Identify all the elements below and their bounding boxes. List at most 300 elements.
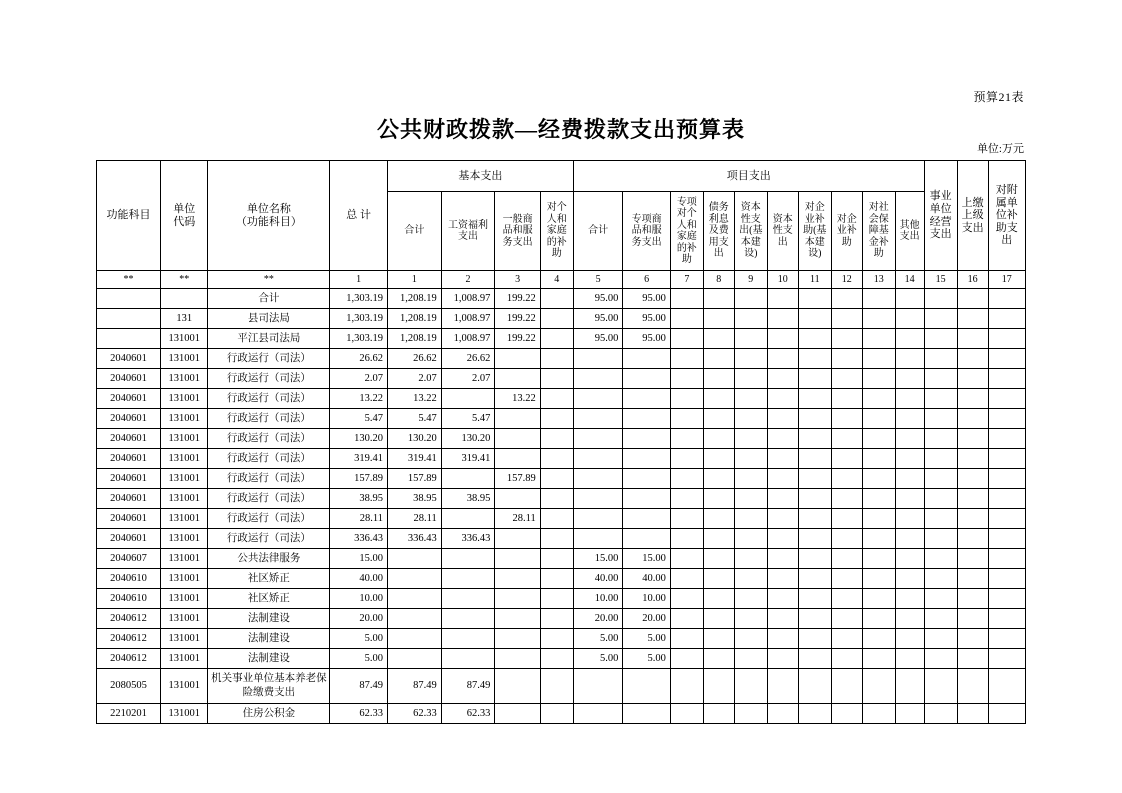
cell-basic_total: 1,208.19 [388, 309, 442, 329]
col-header-proj-ent-infra: 对企 业补 助(基 本建 设) [798, 192, 831, 271]
cell-func-code: 2040612 [97, 609, 161, 629]
cell-proj_ent_infra [798, 369, 831, 389]
cell-unit-code: 131001 [160, 369, 207, 389]
cell-proj_total: 95.00 [573, 329, 623, 349]
cell-proj_capital_infra [734, 449, 767, 469]
cell-proj_ent [831, 309, 862, 329]
cell-proj_capital [767, 589, 798, 609]
cell-proj_ent_infra [798, 589, 831, 609]
cell-basic_goods [495, 429, 540, 449]
table-row [97, 649, 1026, 669]
form-number-label: 预算21表 [973, 90, 1024, 104]
cell-proj_debt [703, 469, 734, 489]
cell-total: 28.11 [330, 509, 388, 529]
cell-basic_goods [495, 449, 540, 469]
cell-basic_goods: 157.89 [495, 469, 540, 489]
cell-unit-code: 131001 [160, 389, 207, 409]
cell-basic_salary: 5.47 [441, 409, 495, 429]
cell-to_upper [957, 629, 988, 649]
cell-proj_ent_infra [798, 704, 831, 724]
cell-total: 13.22 [330, 389, 388, 409]
cell-unit-name: 行政运行（司法） [208, 509, 330, 529]
cell-basic_goods: 199.22 [495, 329, 540, 349]
cell-proj_other [895, 369, 924, 389]
cell-proj_capital [767, 509, 798, 529]
cell-proj_capital_infra [734, 369, 767, 389]
cell-proj_person [670, 389, 703, 409]
cell-unit-code: 131001 [160, 449, 207, 469]
table-row [97, 549, 1026, 569]
col-header-basic-total: 合计 [388, 192, 442, 271]
cell-proj_capital_infra [734, 389, 767, 409]
colnum-0: ** [97, 271, 161, 289]
cell-basic_salary: 336.43 [441, 529, 495, 549]
cell-to_upper [957, 289, 988, 309]
cell-proj_other [895, 469, 924, 489]
cell-proj_goods: 10.00 [623, 589, 670, 609]
cell-unit-name: 行政运行（司法） [208, 389, 330, 409]
cell-proj_total [573, 409, 623, 429]
col-header-proj-person: 专项 对个 人和 家庭 的补 助 [670, 192, 703, 271]
cell-basic_goods [495, 489, 540, 509]
cell-proj_capital [767, 629, 798, 649]
cell-proj_social [862, 389, 895, 409]
cell-proj_total [573, 389, 623, 409]
col-header-proj-total: 合计 [573, 192, 623, 271]
cell-basic_person [540, 669, 573, 704]
cell-to_upper [957, 509, 988, 529]
cell-proj_total: 95.00 [573, 289, 623, 309]
cell-proj_total: 20.00 [573, 609, 623, 629]
cell-proj_other [895, 389, 924, 409]
cell-basic_total [388, 549, 442, 569]
cell-proj_goods: 5.00 [623, 629, 670, 649]
cell-proj_debt [703, 669, 734, 704]
cell-func-code: 2040601 [97, 529, 161, 549]
cell-unit-name: 机关事业单位基本养老保险缴费支出 [208, 669, 330, 704]
table-row [97, 349, 1026, 369]
cell-proj_person [670, 529, 703, 549]
cell-func-code: 2040601 [97, 509, 161, 529]
cell-basic_total: 87.49 [388, 669, 442, 704]
cell-basic_person [540, 529, 573, 549]
cell-to_upper [957, 469, 988, 489]
cell-unit-code: 131001 [160, 469, 207, 489]
cell-proj_capital_infra [734, 669, 767, 704]
cell-func-code: 2040610 [97, 589, 161, 609]
cell-proj_other [895, 289, 924, 309]
cell-proj_person [670, 409, 703, 429]
cell-proj_person [670, 329, 703, 349]
cell-basic_total: 1,208.19 [388, 289, 442, 309]
colnum-14: 11 [798, 271, 831, 289]
cell-basic_salary [441, 649, 495, 669]
cell-biz_unit [924, 349, 957, 369]
cell-unit-code: 131001 [160, 549, 207, 569]
cell-biz_unit [924, 329, 957, 349]
cell-proj_goods [623, 704, 670, 724]
cell-biz_unit [924, 449, 957, 469]
cell-proj_goods: 15.00 [623, 549, 670, 569]
cell-unit-name: 行政运行（司法） [208, 349, 330, 369]
table-row [97, 489, 1026, 509]
cell-to_upper [957, 589, 988, 609]
cell-proj_capital_infra [734, 649, 767, 669]
cell-total: 2.07 [330, 369, 388, 389]
cell-proj_goods [623, 529, 670, 549]
cell-to_sub [988, 704, 1025, 724]
cell-proj_other [895, 349, 924, 369]
cell-proj_debt [703, 329, 734, 349]
cell-unit-code: 131001 [160, 569, 207, 589]
colnum-2: ** [208, 271, 330, 289]
colnum-5: 2 [441, 271, 495, 289]
cell-proj_person [670, 589, 703, 609]
cell-basic_total: 13.22 [388, 389, 442, 409]
cell-to_sub [988, 569, 1025, 589]
cell-proj_debt [703, 649, 734, 669]
cell-proj_other [895, 704, 924, 724]
cell-proj_person [670, 289, 703, 309]
cell-biz_unit [924, 429, 957, 449]
cell-basic_person [540, 369, 573, 389]
cell-proj_social [862, 549, 895, 569]
colnum-13: 10 [767, 271, 798, 289]
cell-proj_debt [703, 289, 734, 309]
cell-unit-code: 131001 [160, 329, 207, 349]
cell-proj_ent [831, 569, 862, 589]
colnum-15: 12 [831, 271, 862, 289]
cell-func-code: 2040610 [97, 569, 161, 589]
cell-proj_social [862, 329, 895, 349]
cell-unit-code: 131001 [160, 409, 207, 429]
cell-proj_debt [703, 549, 734, 569]
currency-unit-label: 单位:万元 [976, 143, 1024, 155]
cell-to_upper [957, 609, 988, 629]
cell-basic_person [540, 469, 573, 489]
colnum-17: 14 [895, 271, 924, 289]
cell-proj_capital_infra [734, 329, 767, 349]
cell-proj_ent_infra [798, 529, 831, 549]
cell-total: 336.43 [330, 529, 388, 549]
col-header-proj-other: 其他 支出 [895, 192, 924, 271]
cell-proj_capital [767, 409, 798, 429]
cell-proj_total [573, 429, 623, 449]
cell-biz_unit [924, 569, 957, 589]
cell-unit-name: 行政运行（司法） [208, 369, 330, 389]
cell-to_upper [957, 389, 988, 409]
cell-proj_ent [831, 349, 862, 369]
cell-proj_goods [623, 409, 670, 429]
cell-proj_ent_infra [798, 509, 831, 529]
cell-proj_ent_infra [798, 569, 831, 589]
colnum-4: 1 [388, 271, 442, 289]
cell-to_upper [957, 429, 988, 449]
cell-proj_goods [623, 349, 670, 369]
cell-proj_capital_infra [734, 289, 767, 309]
cell-proj_capital [767, 569, 798, 589]
cell-unit-code: 131001 [160, 669, 207, 704]
cell-unit-name: 法制建设 [208, 609, 330, 629]
cell-total: 1,303.19 [330, 289, 388, 309]
cell-proj_person [670, 649, 703, 669]
cell-unit-name: 法制建设 [208, 629, 330, 649]
cell-func-code: 2040601 [97, 449, 161, 469]
table-row [97, 389, 1026, 409]
cell-proj_capital [767, 329, 798, 349]
cell-proj_goods: 95.00 [623, 309, 670, 329]
cell-unit-name: 行政运行（司法） [208, 449, 330, 469]
page-title: 公共财政拨款—经费拨款支出预算表 [376, 117, 745, 142]
cell-proj_debt [703, 389, 734, 409]
cell-proj_other [895, 449, 924, 469]
table-row [97, 669, 1026, 704]
cell-proj_capital_infra [734, 309, 767, 329]
colnum-8: 5 [573, 271, 623, 289]
cell-basic_person [540, 569, 573, 589]
cell-basic_salary: 62.33 [441, 704, 495, 724]
cell-proj_social [862, 449, 895, 469]
cell-basic_salary: 2.07 [441, 369, 495, 389]
cell-proj_capital_infra [734, 529, 767, 549]
colnum-19: 16 [957, 271, 988, 289]
cell-basic_total: 28.11 [388, 509, 442, 529]
cell-proj_debt [703, 429, 734, 449]
cell-basic_person [540, 429, 573, 449]
cell-basic_goods [495, 669, 540, 704]
cell-to_upper [957, 549, 988, 569]
cell-proj_ent_infra [798, 649, 831, 669]
cell-unit-name: 县司法局 [208, 309, 330, 329]
cell-proj_capital_infra [734, 704, 767, 724]
cell-proj_capital [767, 704, 798, 724]
cell-unit-name: 住房公积金 [208, 704, 330, 724]
cell-proj_other [895, 629, 924, 649]
cell-proj_other [895, 309, 924, 329]
cell-proj_capital [767, 649, 798, 669]
cell-basic_person [540, 649, 573, 669]
cell-total: 5.47 [330, 409, 388, 429]
col-group-project-expenditure: 项目支出 [573, 161, 924, 192]
cell-biz_unit [924, 489, 957, 509]
cell-basic_salary [441, 569, 495, 589]
cell-to_upper [957, 489, 988, 509]
cell-to_sub [988, 369, 1025, 389]
colnum-10: 7 [670, 271, 703, 289]
cell-basic_person [540, 629, 573, 649]
cell-basic_person [540, 389, 573, 409]
cell-basic_total [388, 609, 442, 629]
budget-table-container [96, 160, 1026, 724]
cell-basic_goods: 28.11 [495, 509, 540, 529]
cell-proj_goods: 20.00 [623, 609, 670, 629]
cell-total: 5.00 [330, 629, 388, 649]
cell-basic_goods [495, 409, 540, 429]
cell-proj_total: 10.00 [573, 589, 623, 609]
cell-basic_salary: 1,008.97 [441, 329, 495, 349]
cell-proj_social [862, 369, 895, 389]
cell-proj_ent [831, 649, 862, 669]
cell-basic_salary [441, 469, 495, 489]
table-header-group-row [97, 161, 1026, 192]
cell-proj_goods [623, 469, 670, 489]
cell-basic_goods [495, 629, 540, 649]
col-header-proj-social: 对社 会保 障基 金补 助 [862, 192, 895, 271]
cell-unit-code: 131001 [160, 704, 207, 724]
table-row [97, 309, 1026, 329]
cell-total: 1,303.19 [330, 309, 388, 329]
cell-proj_ent [831, 549, 862, 569]
cell-proj_ent_infra [798, 409, 831, 429]
cell-proj_ent_infra [798, 669, 831, 704]
cell-proj_ent [831, 489, 862, 509]
cell-func-code: 2040612 [97, 629, 161, 649]
cell-basic_salary: 130.20 [441, 429, 495, 449]
cell-to_sub [988, 349, 1025, 369]
cell-total: 38.95 [330, 489, 388, 509]
cell-proj_ent [831, 469, 862, 489]
cell-total: 20.00 [330, 609, 388, 629]
cell-proj_person [670, 704, 703, 724]
col-header-biz-unit: 事业 单位 经营 支出 [924, 161, 957, 271]
cell-proj_other [895, 549, 924, 569]
cell-basic_person [540, 309, 573, 329]
cell-proj_social [862, 649, 895, 669]
cell-proj_capital [767, 369, 798, 389]
cell-proj_total [573, 349, 623, 369]
table-row [97, 704, 1026, 724]
cell-proj_ent [831, 629, 862, 649]
cell-total: 40.00 [330, 569, 388, 589]
cell-func-code: 2040601 [97, 489, 161, 509]
cell-unit-name: 行政运行（司法） [208, 529, 330, 549]
cell-total: 15.00 [330, 549, 388, 569]
cell-proj_other [895, 329, 924, 349]
cell-to_sub [988, 469, 1025, 489]
cell-basic_goods: 13.22 [495, 389, 540, 409]
cell-unit-code: 131001 [160, 429, 207, 449]
cell-total: 5.00 [330, 649, 388, 669]
cell-basic_person [540, 704, 573, 724]
col-header-proj-debt: 债务 利息 及费 用支 出 [703, 192, 734, 271]
cell-proj_goods [623, 489, 670, 509]
cell-proj_debt [703, 589, 734, 609]
cell-proj_debt [703, 629, 734, 649]
cell-proj_total [573, 669, 623, 704]
table-row [97, 469, 1026, 489]
budget-table-body [97, 289, 1026, 724]
cell-proj_other [895, 509, 924, 529]
cell-proj_capital [767, 609, 798, 629]
cell-basic_goods: 199.22 [495, 309, 540, 329]
cell-unit-name: 合计 [208, 289, 330, 309]
cell-basic_total: 130.20 [388, 429, 442, 449]
cell-proj_other [895, 409, 924, 429]
colnum-11: 8 [703, 271, 734, 289]
cell-basic_person [540, 329, 573, 349]
cell-proj_person [670, 369, 703, 389]
cell-func-code: 2040601 [97, 409, 161, 429]
cell-unit-code: 131001 [160, 589, 207, 609]
cell-proj_other [895, 609, 924, 629]
cell-proj_other [895, 529, 924, 549]
cell-proj_person [670, 349, 703, 369]
cell-proj_capital_infra [734, 489, 767, 509]
cell-basic_total: 319.41 [388, 449, 442, 469]
table-row [97, 509, 1026, 529]
cell-basic_person [540, 449, 573, 469]
cell-proj_total [573, 469, 623, 489]
cell-basic_salary [441, 389, 495, 409]
table-row [97, 429, 1026, 449]
cell-basic_salary: 38.95 [441, 489, 495, 509]
cell-proj_other [895, 489, 924, 509]
cell-proj_total [573, 369, 623, 389]
cell-proj_total [573, 489, 623, 509]
cell-basic_salary: 1,008.97 [441, 289, 495, 309]
colnum-16: 13 [862, 271, 895, 289]
col-header-basic-salary: 工资福利 支出 [441, 192, 495, 271]
cell-proj_ent [831, 329, 862, 349]
cell-to_upper [957, 569, 988, 589]
cell-proj_goods: 95.00 [623, 289, 670, 309]
cell-proj_ent [831, 389, 862, 409]
cell-total: 1,303.19 [330, 329, 388, 349]
cell-unit-name: 行政运行（司法） [208, 429, 330, 449]
cell-proj_ent [831, 704, 862, 724]
cell-proj_debt [703, 509, 734, 529]
cell-basic_goods [495, 529, 540, 549]
cell-proj_social [862, 429, 895, 449]
cell-proj_other [895, 589, 924, 609]
cell-to_sub [988, 549, 1025, 569]
col-header-proj-capital: 资本 性支 出 [767, 192, 798, 271]
cell-basic_goods [495, 649, 540, 669]
cell-to_sub [988, 329, 1025, 349]
cell-basic_total: 26.62 [388, 349, 442, 369]
cell-to_sub [988, 609, 1025, 629]
cell-proj_debt [703, 409, 734, 429]
cell-proj_capital_infra [734, 349, 767, 369]
cell-func-code [97, 329, 161, 349]
cell-proj_ent [831, 529, 862, 549]
cell-proj_total: 40.00 [573, 569, 623, 589]
cell-proj_ent [831, 409, 862, 429]
cell-basic_goods [495, 589, 540, 609]
cell-to_upper [957, 529, 988, 549]
cell-to_sub [988, 649, 1025, 669]
col-header-unit-name: 单位名称 （功能科目） [208, 161, 330, 271]
cell-basic_goods [495, 549, 540, 569]
cell-biz_unit [924, 629, 957, 649]
cell-proj_person [670, 429, 703, 449]
col-header-proj-goods: 专项商 品和服 务支出 [623, 192, 670, 271]
cell-proj_capital_infra [734, 549, 767, 569]
cell-proj_debt [703, 349, 734, 369]
table-row [97, 569, 1026, 589]
cell-to_sub [988, 509, 1025, 529]
colnum-18: 15 [924, 271, 957, 289]
cell-unit-name: 法制建设 [208, 649, 330, 669]
cell-proj_capital [767, 309, 798, 329]
cell-proj_social [862, 569, 895, 589]
col-header-to-sub: 对附 属单 位补 助支 出 [988, 161, 1025, 271]
cell-proj_capital_infra [734, 609, 767, 629]
cell-unit-name: 行政运行（司法） [208, 469, 330, 489]
cell-proj_social [862, 529, 895, 549]
cell-to_upper [957, 349, 988, 369]
cell-unit-name: 社区矫正 [208, 589, 330, 609]
